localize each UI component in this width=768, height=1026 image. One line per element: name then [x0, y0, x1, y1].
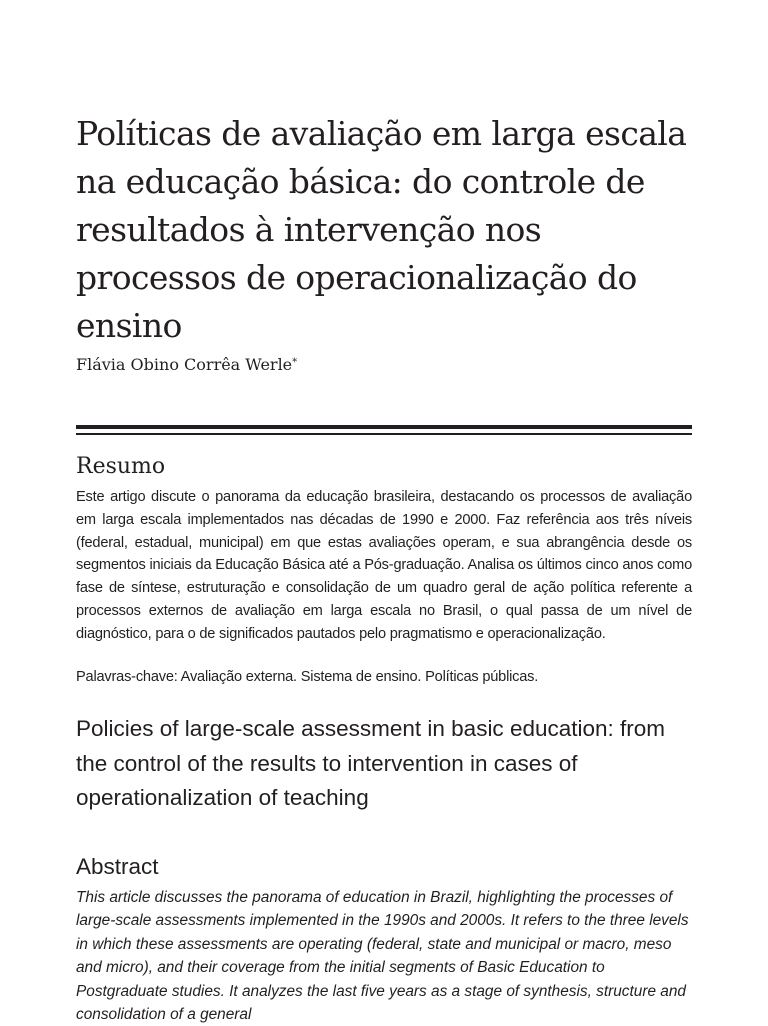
- divider-thin: [76, 433, 692, 435]
- resumo-body: Este artigo discute o panorama da educação brasileira, destacando os processos de avaliação em larga escala implementados nas décadas de 1990 e 2000. Faz referência aos três níveis (federal, estadual, municipal) em que estas avaliações operam, e sua abrangência desde os segmentos iniciais da Educação Básica até a Pós-graduação. Analisa os últimos cinco anos como fase de síntese, estruturação e consolidação de um quadro geral de ação política referente a processos externos de avaliação em larga escala no Brasil, o qual passa de um nível de diagnóstico, para o de significados pautados pelo pragmatismo e operacionalização.: [76, 489, 692, 642]
- keywords-line: Palavras-chave: Avaliação externa. Sistema de ensino. Políticas públicas.: [76, 669, 539, 685]
- abstract-body: This article discusses the panorama of education in Brazil, highlighting the processes of large-scale assessments implemented in the 1990s and 2000s. It refers to the three levels in which these assessments are operating (federal, state and municipal or macro, meso and micro), and their coverage from the initial segments of Basic Education to Postgraduate studies. It analyzes the last five years as a stage of synthesis, structure and consolidation of a general: [76, 889, 689, 1024]
- divider-thick: [76, 425, 692, 429]
- article-title: Políticas de avaliação em larga escala na educação básica: do controle de resultados à intervenção nos processos de operacionalização do ensino: [76, 114, 687, 345]
- abstract-heading: Abstract: [76, 854, 159, 879]
- author-line: [76, 352, 297, 376]
- resumo-heading: Resumo: [76, 454, 166, 479]
- author-footnote-mark: *: [292, 357, 298, 368]
- author-name: Flávia Obino Corrêa Werle: [76, 355, 293, 374]
- english-title: Policies of large-scale assessment in basic education: from the control of the results to intervention in cases of operationalization of teaching: [76, 716, 666, 810]
